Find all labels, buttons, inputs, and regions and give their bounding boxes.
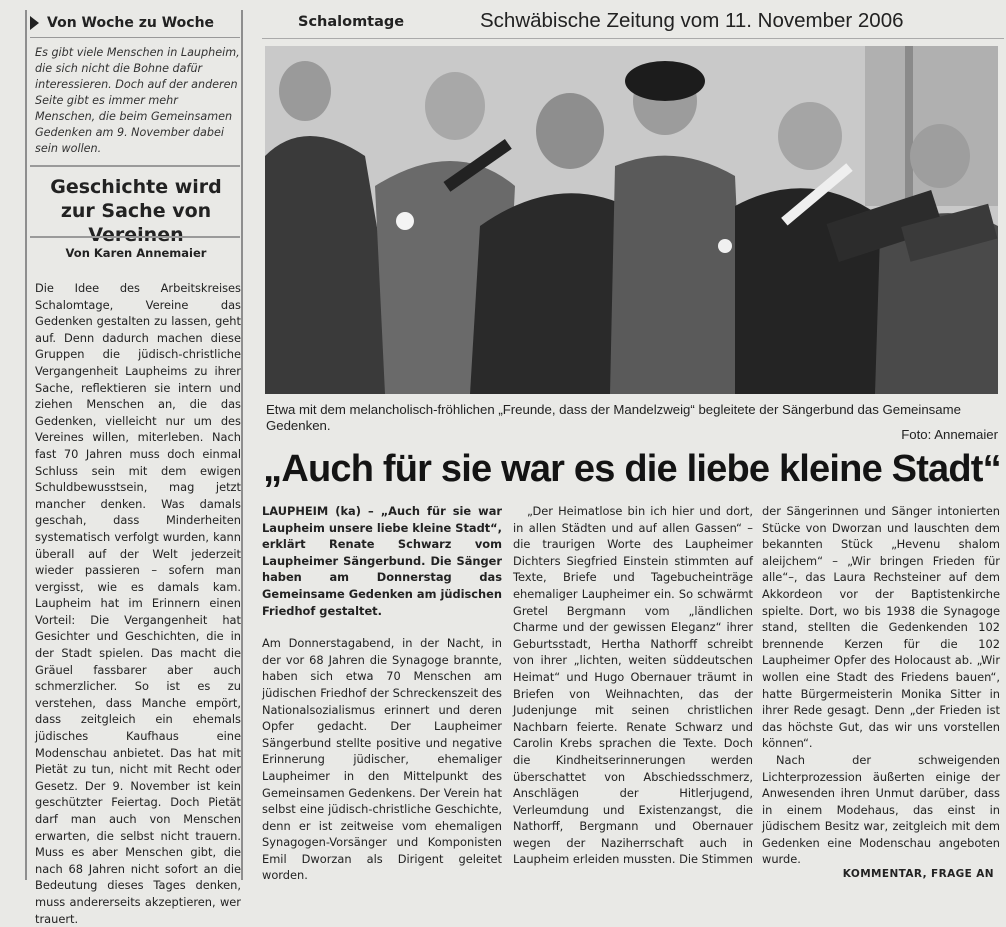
article-column-2 <box>513 503 753 868</box>
article-paragraph: „Der Heimatlose bin ich hier und dort, in allen Städten und auf allen Gassen“ – die traurigen Worte des Laupheimer Dichters Siegfried Einstein stimmten auf Texte, Briefe und Tagebucheinträge ehemaliger Laupheimer ein. So schwärmt Gretel Bergmann vom „ländlichen Charme und der gewissen Eleganz“ ihrer Geburtsstadt, Hertha Nathorff schreibt von ihrer „lichten, weiten süddeutschen Heimat“ und Hugo Obernauer träumt in Briefen von Weihnachten, das der Judenjunge mit seinen christlichen Nachbarn feierte. Renate Schwarz und Carolin Krebs sprachen die Texte. Doch die Kindheitserinnerungen werden überschattet von Abschiedsschmerz, Anschlägen der Hitlerjugend, Verleumdung und Existenzangst, die Nathorff, Bergmann und Obernauer wegen der Naziherrschaft auch in Laupheim erleiden mussten. Die Stimmen <box>513 504 753 867</box>
rubric-divider <box>30 37 240 38</box>
rubric-bar <box>30 12 240 34</box>
choir-photo <box>265 46 998 394</box>
article-lead: LAUPHEIM (ka) – „Auch für sie war Laupheim unsere liebe kleine Stadt“, erklärt Renate Schwarz vom Laupheimer Sängerbund. Die Sänger haben am Donnerstag das Gemeinsame Gedenken am jüdischen Friedhof gestaltet. <box>262 504 502 618</box>
commentary-headline: Geschichte wird zur Sache von Vereinen <box>50 176 222 246</box>
photo-caption: Etwa mit dem melancholisch-fröhlichen „Freunde, dass der Mandelzweig“ begleitete der Sängerbund das Gemeinsame Gedenken. <box>266 402 961 433</box>
triangle-arrow-icon <box>30 16 39 30</box>
rubric-title: Von Woche zu Woche <box>47 15 215 31</box>
article-paragraph: der Sängerinnen und Sänger intonierten Stücke von Dworzan und lauschten dem bekannten Stück „Hevenu shalom aleijchem“ – „Wir bringen Frieden für alle“–, das Laura Rechsteiner auf dem Akkordeon vor der Baptistenkirche spielte. Dort, wo bis 1938 die Synagoge stand, stellten die Gedenkenden 102 brennende Kerzen für die 102 Laupheimer Opfer des Holocaust ab. „Wir wollen eine Stadt des Friedens bauen“, hatte Bürgermeisterin Monika Sitter in ihrer Rede gesagt. Denn „der Frieden ist das höchste Gut, das wir uns vorstellen können“. <box>762 504 1000 751</box>
commentary-author: Von Karen Annemaier <box>65 246 207 260</box>
article-column-1 <box>262 503 502 884</box>
article-paragraph: Am Donnerstagabend, in der Nacht, in der vor 68 Jahren die Synagoge brannte, haben sich etwa 70 Menschen am jüdischen Friedhof der Schreckenszeit des Nationalsozialismus erinnert und deren Opfer gedacht. Der Laupheimer Sängerbund stellte positive und negative Erinnerung jüdischer, ehemaliger Laupheimer in den Mittelpunkt des Gemeinsamen Gedenkens. Der Verein hat selbst eine jüdisch-christliche Geschichte, denn er ist zeitweise vom ehemaligen Synagogen-Vorsänger und Komponisten Emil Dworzan als Dirigent geleitet worden. <box>262 636 502 883</box>
commentary-body: Die Idee des Arbeitskreises Schalomtage, Vereine das Gedenken gestalten zu lassen, geht auf. Denn dadurch machen diese Gruppen die jüdisch-christliche Vergangenheit Laupheims zu ihrer Sache, reflektieren sie intern und ziehen Menschen an, die das Gedenken, vielleicht nur um des Vereines willen, miterleben. Nach fast 70 Jahren muss doch einmal Schluss sein mit dem ewigen Schuldbewusstsein, mag jetzt mancher denken. Was damals geschah, dass Minderheiten systematisch verfolgt wurden, kann überall auf der Welt jederzeit wieder passieren – sofern man vergisst, wie es damals kam. Laupheim hat im Erinnern einen Vorteil: Die Vergangenheit hat Gesichter und Geschichten, die in der Stadt spielen. Das macht die Gräuel fassbarer aber auch schmerzlicher. So ist es zu verstehen, dass Manche empört, dass zeitgleich ein ehemals jüdisches Kaufhaus eine Modenschau anbietet. Das hat mit Pietät zu tun, nicht mit Recht oder Gesetz. Der 9. November ist kein geschützter Feiertag. Doch Pietät darf man auch von Menschen erwarten, die selbst nicht trauern. Muss es aber Menschen gibt, die nach 68 Jahren nicht sofort an die Bedeutung dieses Tages denken, muss andererseits akzeptieren, wer trauert. <box>35 281 241 926</box>
headline-divider <box>30 236 240 238</box>
photo-credit: Foto: Annemaier <box>901 427 998 442</box>
commentary-column <box>25 10 243 926</box>
choir-photo-illustration <box>265 46 998 394</box>
intro-divider <box>30 165 240 167</box>
header-divider <box>262 38 1004 39</box>
article-column-3 <box>762 503 1000 868</box>
related-articles-link[interactable]: KOMMENTAR, FRAGE AN <box>842 868 994 880</box>
section-label: Schalomtage <box>298 14 405 30</box>
article-paragraph: Nach der schweigenden Lichterprozession äußerten einige der Anwesenden ihren Unmut darüber, dass in einem Modehaus, das einst in jüdischem Besitz war, zeitgleich mit dem Gedenken eine Modenschau angeboten wurde. <box>762 752 1000 867</box>
newspaper-source: Schwäbische Zeitung vom 11. November 2006 <box>480 9 904 32</box>
commentary-intro: Es gibt viele Menschen in Laupheim, die sich nicht die Bohne dafür interessieren. Doch auf der anderen Seite gibt es immer mehr Menschen, die beim Gemeinsamen Gedenken am 9. November dabei sein wollen. <box>35 46 240 155</box>
article-headline: „Auch für sie war es die liebe kleine Stadt“ <box>263 448 1001 490</box>
